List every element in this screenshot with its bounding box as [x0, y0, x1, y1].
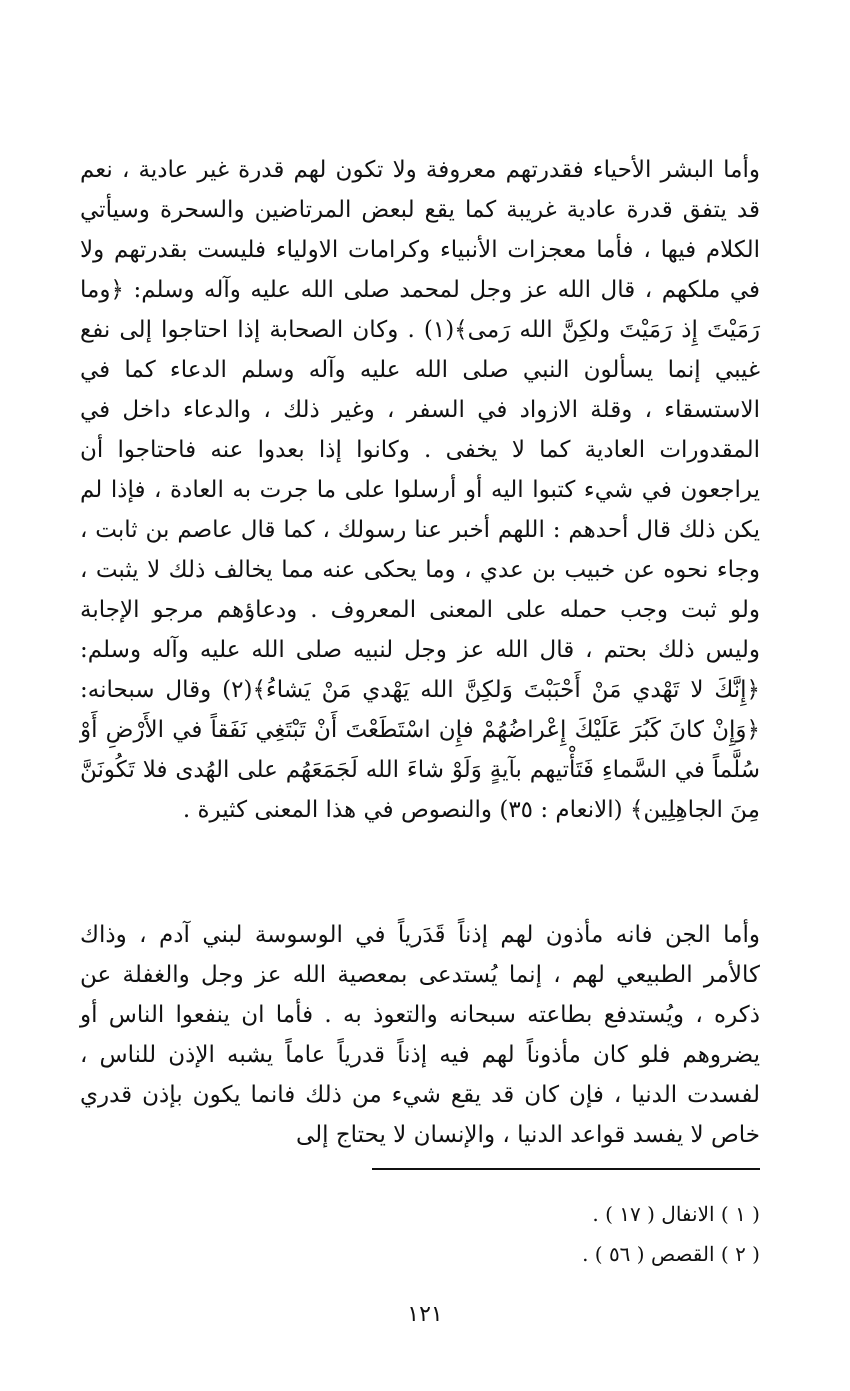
- body-paragraph-2: وأما الجن فانه مأذون لهم إذناً قَدَرياً في الوسوسة لبني آدم ، وذاك كالأمر الطبيعي لهم ، إنما يُستدعى بمعصية الله عز وجل والغفلة عن ذكره ، ويُستدفع بطاعته سبحانه والتعوذ به . فأما ان ينفعوا الناس أو يضروهم فلو كان مأذوناً لهم فيه إذناً قدرياً عاماً يشبه الإذن للناس ، لفسدت الدنيا ، فإن كان قد يقع شيء من ذلك فانما يكون بإذن قدري خاص لا يفسد قواعد الدنيا ، والإنسان لا يحتاج إلى: [80, 922, 760, 1148]
- footnote-divider: [372, 1168, 760, 1170]
- page-number: ١٢١: [407, 1302, 443, 1327]
- footnote-2: ( ٢ ) القصص ( ٥٦ ) .: [582, 1242, 760, 1266]
- body-paragraph-1: وأما البشر الأحياء فقدرتهم معروفة ولا تكون لهم قدرة غير عادية ، نعم قد يتفق قدرة عادية غريبة كما يقع لبعض المرتاضين والسحرة وسيأتي الكلام فيها ، فأما معجزات الأنبياء وكرامات الاولياء فليست بقدرتهم ولا في ملكهم ، قال الله عز وجل لمحمد صلى الله عليه وآله وسلم: ﴿وما رَمَيْتَ إِذ رَمَيْتَ ولكِنَّ الله رَمى﴾(١) . وكان الصحابة إذا احتاجوا إلى نفع غيبي إنما يسألون النبي صلى الله عليه وآله وسلم الدعاء كما في الاستسقاء ، وقلة الازواد في السفر ، وغير ذلك ، والدعاء داخل في المقدورات العادية كما لا يخفى . وكانوا إذا بعدوا عنه فاحتاجوا أن يراجعون في شيء كتبوا اليه أو أرسلوا على ما جرت به العادة ، فإذا لم يكن ذلك قال أحدهم : اللهم أخبر عنا رسولك ، كما قال عاصم بن ثابت ، وجاء نحوه عن خبيب بن عدي ، وما يحكى عنه مما يخالف ذلك لا يثبت ، ولو ثبت وجب حمله على المعنى المعروف . ودعاؤهم مرجو الإجابة وليس ذلك بحتم ، قال الله عز وجل لنبيه صلى الله عليه وآله وسلم: ﴿إِنَّكَ لا تَهْدي مَنْ أَحْبَبْتَ وَلكِنَّ الله يَهْدي مَنْ يَشاءُ﴾(٢) وقال سبحانه: ﴿وَإِنْ كانَ كَبُرَ عَلَيْكَ إِعْراضُهُمْ فإِن اسْتَطَعْتَ أَنْ تَبْتَغِي نَفَقاً في الأَرْضِ أَوْ سُلَّماً في السَّماءِ فَتَأْتيهم بآيةٍ وَلَوْ شاءَ الله لَجَمَعَهُم على الهُدى فلا تَكُونَنَّ مِنَ الجاهِلِين﴾ (الانعام : ٣٥) والنصوص في هذا المعنى كثيرة .: [80, 157, 760, 823]
- footnote-1: ( ١ ) الانفال ( ١٧ ) .: [592, 1202, 760, 1226]
